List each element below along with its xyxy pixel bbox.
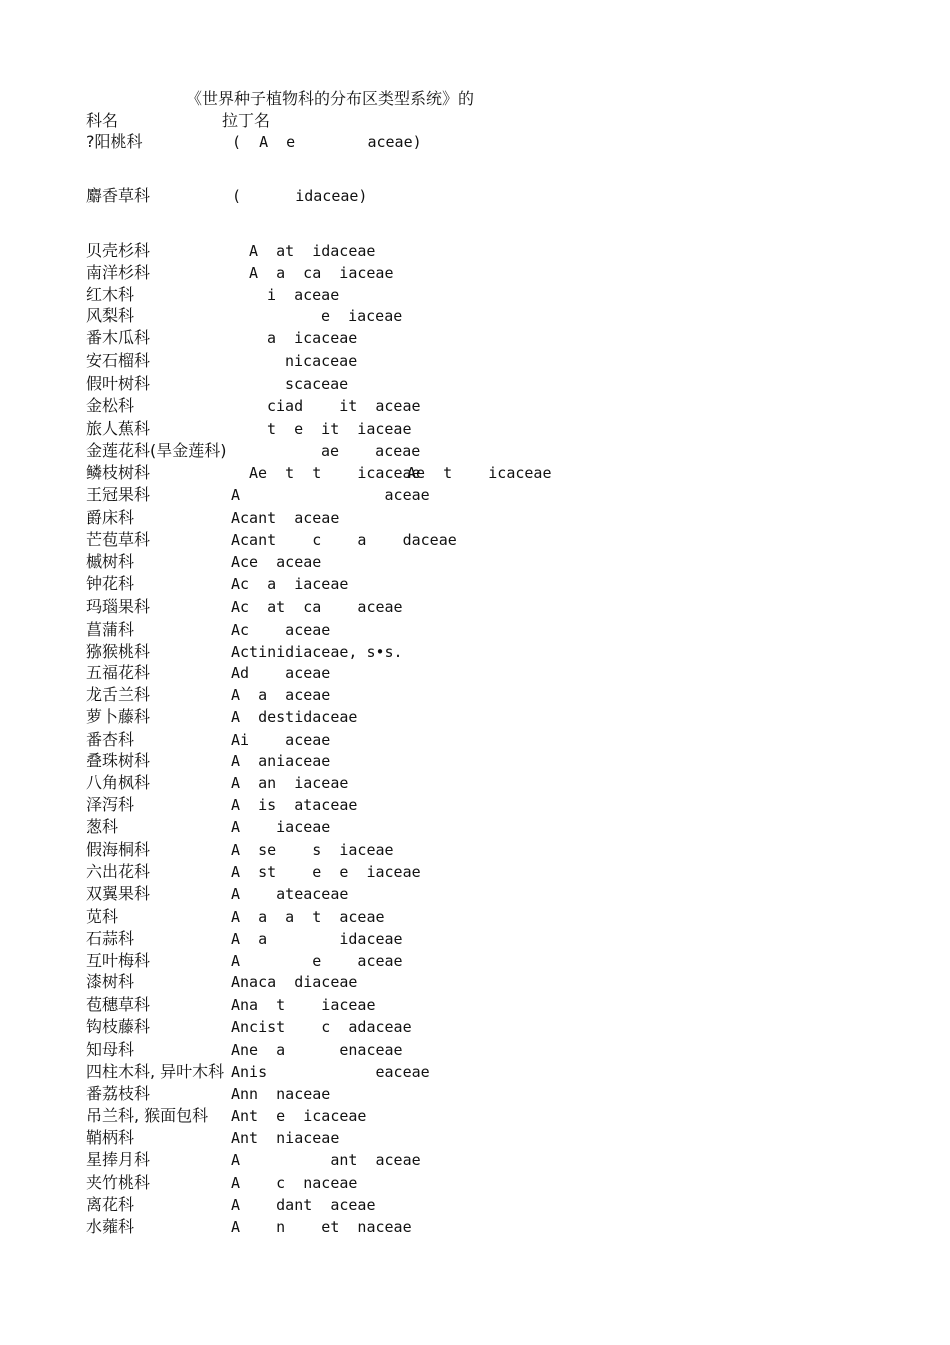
family-row [0, 284, 950, 306]
family-row [0, 662, 950, 684]
family-latin-name: A n et naceae [231, 1218, 412, 1236]
family-latin-name: A an iaceae [231, 774, 349, 792]
family-chinese-name: ?阳桃科 [86, 132, 143, 151]
family-latin-name: Acant aceae [231, 509, 340, 527]
family-latin-name: Ana t iaceae [231, 996, 376, 1014]
family-latin-name: A aniaceae [231, 752, 331, 770]
family-chinese-name: 王冠果科 [86, 485, 151, 504]
family-latin-name: t e it iaceae [267, 420, 412, 438]
family-latin-name: Ac at ca aceae [231, 598, 403, 616]
family-chinese-name: 贝壳杉科 [86, 241, 151, 260]
family-chinese-name: 钩枝藤科 [86, 1017, 151, 1036]
family-latin-name: A destidaceae [231, 708, 358, 726]
family-row [0, 185, 950, 207]
family-row [0, 440, 950, 462]
family-latin-name: A a aceae [231, 686, 331, 704]
family-latin-name: A dant aceae [231, 1196, 376, 1214]
family-chinese-name: 漆树科 [86, 972, 135, 991]
family-latin-name: Ant e icaceae [231, 1107, 367, 1125]
family-chinese-name: 叠珠树科 [86, 751, 151, 770]
family-row [0, 240, 950, 262]
family-chinese-name: 假叶树科 [86, 374, 151, 393]
family-latin-name: i aceae [267, 286, 340, 304]
family-row [0, 839, 950, 861]
family-latin-name: A a idaceae [231, 930, 403, 948]
family-latin-name: Ant niaceae [231, 1129, 340, 1147]
family-chinese-name: 知母科 [86, 1040, 135, 1059]
family-row [0, 573, 950, 595]
family-row [0, 529, 950, 551]
family-row [0, 619, 950, 641]
family-chinese-name: 金莲花科(旱金莲科) [86, 441, 227, 460]
family-row [0, 772, 950, 794]
family-row [0, 1105, 950, 1127]
family-latin-name: A e aceae [231, 952, 403, 970]
family-chinese-name: 南洋杉科 [86, 263, 151, 282]
family-row [0, 305, 950, 327]
family-latin-name: Anis eaceae [231, 1063, 430, 1081]
family-chinese-name: 互叶梅科 [86, 951, 151, 970]
header-chinese-name: 科名 [86, 111, 119, 130]
family-row [0, 596, 950, 618]
family-latin-name: A ateaceae [231, 885, 349, 903]
family-row [0, 1127, 950, 1149]
family-latin-name: Ae t t icaceae [249, 464, 421, 482]
family-row [0, 1039, 950, 1061]
family-row [0, 971, 950, 993]
family-row [0, 816, 950, 838]
family-chinese-name: 旅人蕉科 [86, 419, 151, 438]
family-row [0, 1194, 950, 1216]
family-latin-name: A ant aceae [231, 1151, 421, 1169]
family-chinese-name: 葱科 [86, 817, 119, 836]
family-row [0, 794, 950, 816]
family-latin-name: Ac a iaceae [231, 575, 349, 593]
family-latin-name: A a ca iaceae [249, 264, 394, 282]
family-chinese-name: 六出花科 [86, 862, 151, 881]
family-chinese-name: 红木科 [86, 285, 135, 304]
family-row [0, 750, 950, 772]
family-latin-name: scaceae [285, 375, 349, 393]
family-latin-name: A is ataceae [231, 796, 358, 814]
family-chinese-name: 龙舌兰科 [86, 685, 151, 704]
family-row [0, 1172, 950, 1194]
family-row [0, 462, 950, 484]
family-row [0, 131, 950, 153]
family-latin-name: Ai aceae [231, 731, 331, 749]
family-chinese-name: 石蒜科 [86, 929, 135, 948]
family-chinese-name: 五福花科 [86, 663, 151, 682]
family-latin-name: Ancist c adaceae [231, 1018, 412, 1036]
family-chinese-name: 番杏科 [86, 730, 135, 749]
family-row [0, 373, 950, 395]
family-row [0, 327, 950, 349]
family-chinese-name: 苞穗草科 [86, 995, 151, 1014]
family-chinese-name: 芒苞草科 [86, 530, 151, 549]
family-chinese-name: 钟花科 [86, 574, 135, 593]
family-latin-name: A se s iaceae [231, 841, 394, 859]
family-row [0, 1083, 950, 1105]
family-chinese-name: 夹竹桃科 [86, 1173, 151, 1192]
family-latin-name: Actinidiaceae, s•s. [231, 643, 403, 661]
family-latin-name: A iaceae [231, 818, 331, 836]
family-latin-name: A aceae [231, 486, 430, 504]
family-row [0, 484, 950, 506]
family-chinese-name: 假海桐科 [86, 840, 151, 859]
family-chinese-name: 麝香草科 [86, 186, 151, 205]
family-chinese-name: 水蕹科 [86, 1217, 135, 1236]
family-chinese-name: 双翼果科 [86, 884, 151, 903]
family-row [0, 706, 950, 728]
family-latin-name: Ad aceae [231, 664, 331, 682]
family-chinese-name: 菖蒲科 [86, 620, 135, 639]
family-row [0, 507, 950, 529]
family-chinese-name: 金松科 [86, 396, 135, 415]
family-chinese-name: 四柱木科, 异叶木科 [86, 1062, 225, 1081]
family-latin-name: ciad it aceae [267, 397, 421, 415]
family-chinese-name: 离花科 [86, 1195, 135, 1214]
family-row [0, 1061, 950, 1083]
family-chinese-name: 星捧月科 [86, 1150, 151, 1169]
family-latin-name: e iaceae [321, 307, 403, 325]
family-chinese-name: 玛瑙果科 [86, 597, 151, 616]
family-latin-name: Ane a enaceae [231, 1041, 403, 1059]
family-row [0, 906, 950, 928]
family-latin-name: Ac aceae [231, 621, 331, 639]
family-row [0, 883, 950, 905]
family-chinese-name: 安石榴科 [86, 351, 151, 370]
family-row [0, 928, 950, 950]
family-chinese-name: 番木瓜科 [86, 328, 151, 347]
family-chinese-name: 泽泻科 [86, 795, 135, 814]
family-chinese-name: 八角枫科 [86, 773, 151, 792]
family-latin-name: A a a t aceae [231, 908, 385, 926]
family-latin-name: Acant c a daceae [231, 531, 457, 549]
header-latin-name: 拉丁名 [222, 111, 271, 130]
family-row [0, 861, 950, 883]
family-row [0, 1016, 950, 1038]
family-row [0, 684, 950, 706]
family-latin-name: A at idaceae [249, 242, 376, 260]
family-chinese-name: 鳞枝树科 [86, 463, 151, 482]
family-latin-name: A st e e iaceae [231, 863, 421, 881]
family-latin-name: ae aceae [321, 442, 421, 460]
document-title: 《世界种子植物科的分布区类型系统》的 [186, 89, 475, 108]
family-row [0, 950, 950, 972]
family-chinese-name: 鞘柄科 [86, 1128, 135, 1147]
family-row [0, 551, 950, 573]
family-latin-name: A c naceae [231, 1174, 358, 1192]
family-latin-name: Anaca diaceae [231, 973, 358, 991]
family-row [0, 1149, 950, 1171]
family-latin-name: ( A e aceae) [232, 133, 422, 151]
family-latin-name-overlap: Ae t icaceae [407, 464, 552, 482]
family-row [0, 262, 950, 284]
family-row [0, 641, 950, 663]
family-chinese-name: 萝卜藤科 [86, 707, 151, 726]
family-row [0, 418, 950, 440]
family-latin-name: Ann naceae [231, 1085, 331, 1103]
family-latin-name: Ace aceae [231, 553, 322, 571]
family-chinese-name: 爵床科 [86, 508, 135, 527]
family-chinese-name: 猕猴桃科 [86, 642, 151, 661]
family-row [0, 729, 950, 751]
family-latin-name: nicaceae [285, 352, 358, 370]
family-chinese-name: 风梨科 [86, 306, 135, 325]
family-row [0, 350, 950, 372]
family-latin-name: a icaceae [267, 329, 358, 347]
family-row [0, 994, 950, 1016]
family-chinese-name: 苋科 [86, 907, 119, 926]
family-row [0, 1216, 950, 1238]
family-row [0, 395, 950, 417]
family-latin-name: ( idaceae) [232, 187, 368, 205]
family-chinese-name: 番荔枝科 [86, 1084, 151, 1103]
family-chinese-name: 吊兰科, 猴面包科 [86, 1106, 209, 1125]
family-chinese-name: 槭树科 [86, 552, 135, 571]
